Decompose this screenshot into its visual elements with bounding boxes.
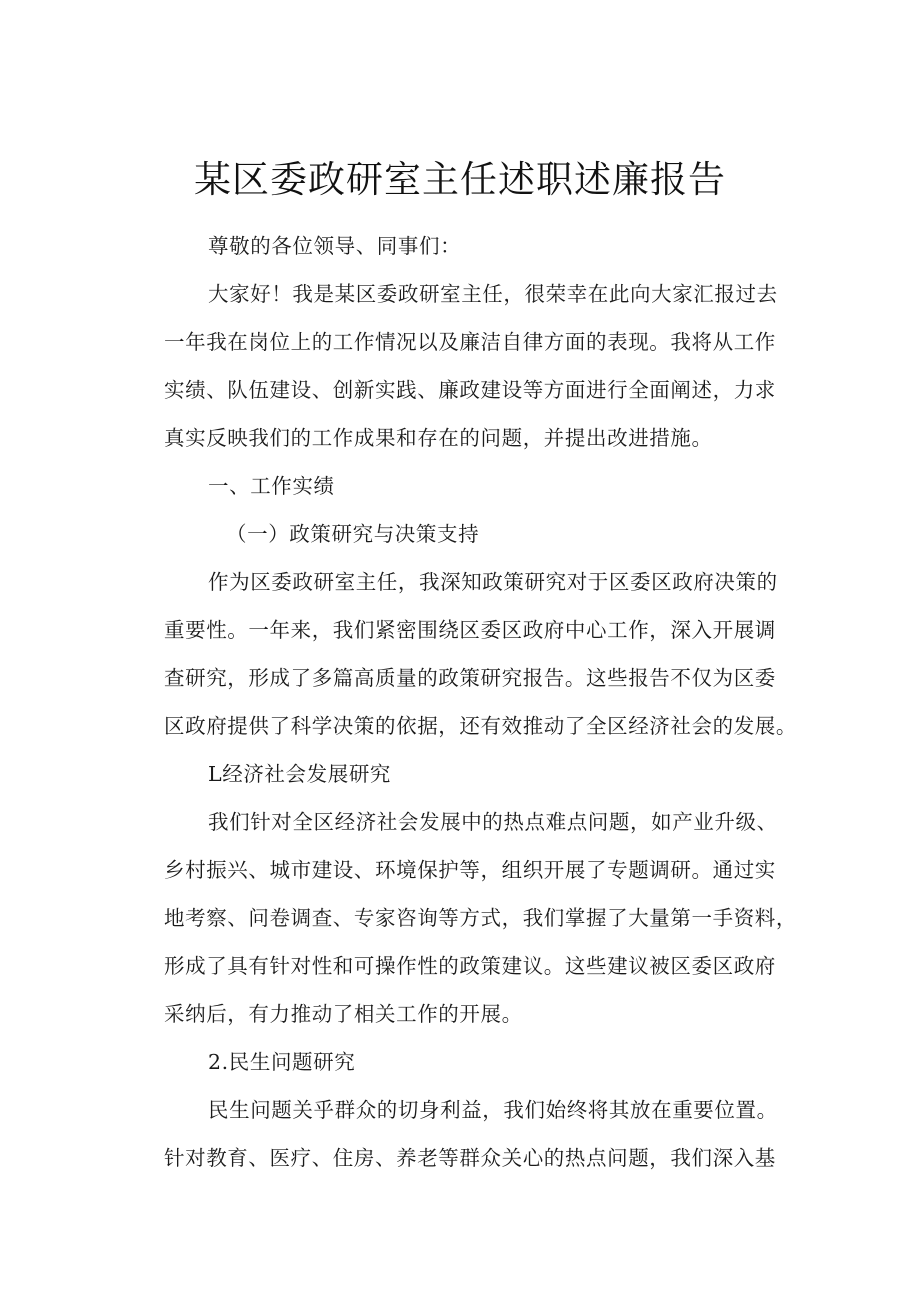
text-line: 地考察、问卷调查、专家咨询等方式，我们掌握了大量第一手资料， [164, 906, 797, 930]
text-line: 针对教育、医疗、住房、养老等群众关心的热点问题，我们深入基 [164, 1146, 776, 1170]
text-line: 一年我在岗位上的工作情况以及廉洁自律方面的表现。我将从工作 [164, 330, 776, 354]
text-line: 乡村振兴、城市建设、环境保护等，组织开展了专题调研。通过实 [164, 858, 776, 882]
text-line: 作为区委政研室主任，我深知政策研究对于区委区政府决策的 [208, 570, 778, 594]
section-1-heading: 一、工作实绩 [208, 474, 335, 498]
economic-research-paragraph [164, 798, 797, 1038]
document-body [164, 222, 797, 1182]
item-2-heading: 2.民生问题研究 [208, 1050, 356, 1074]
subsection-1-heading: （一）政策研究与决策支持 [226, 522, 480, 546]
text-line: 重要性。一年来，我们紧密围绕区委区政府中心工作，深入开展调 [164, 618, 776, 642]
text-line: 大家好！我是某区委政研室主任，很荣幸在此向大家汇报过去 [208, 282, 778, 306]
text-line: 民生问题关乎群众的切身利益，我们始终将其放在重要位置。 [208, 1098, 778, 1122]
salutation [164, 222, 788, 270]
text-line: 真实反映我们的工作成果和存在的问题，并提出改进措施。 [164, 426, 713, 450]
subsection-heading [164, 510, 788, 558]
section-heading [164, 462, 788, 510]
item-1-heading: L经济社会发展研究 [208, 762, 392, 786]
item-heading [164, 1038, 788, 1086]
item-heading [164, 750, 788, 798]
policy-research-paragraph [164, 558, 797, 750]
intro-paragraph [164, 270, 788, 462]
salutation-text: 尊敬的各位领导、同事们： [208, 234, 462, 258]
text-line: 采纳后，有力推动了相关工作的开展。 [164, 1002, 523, 1026]
text-line: 查研究，形成了多篇高质量的政策研究报告。这些报告不仅为区委 [164, 666, 776, 690]
text-line: 区政府提供了科学决策的依据，还有效推动了全区经济社会的发展。 [164, 714, 797, 738]
page-title: 某区委政研室主任述职述廉报告 [194, 158, 726, 201]
text-line: 形成了具有针对性和可操作性的政策建议。这些建议被区委区政府 [164, 954, 776, 978]
text-line: 实绩、队伍建设、创新实践、廉政建设等方面进行全面阐述，力求 [164, 378, 776, 402]
text-line: 我们针对全区经济社会发展中的热点难点问题，如产业升级、 [208, 810, 778, 834]
livelihood-research-paragraph [164, 1086, 788, 1182]
